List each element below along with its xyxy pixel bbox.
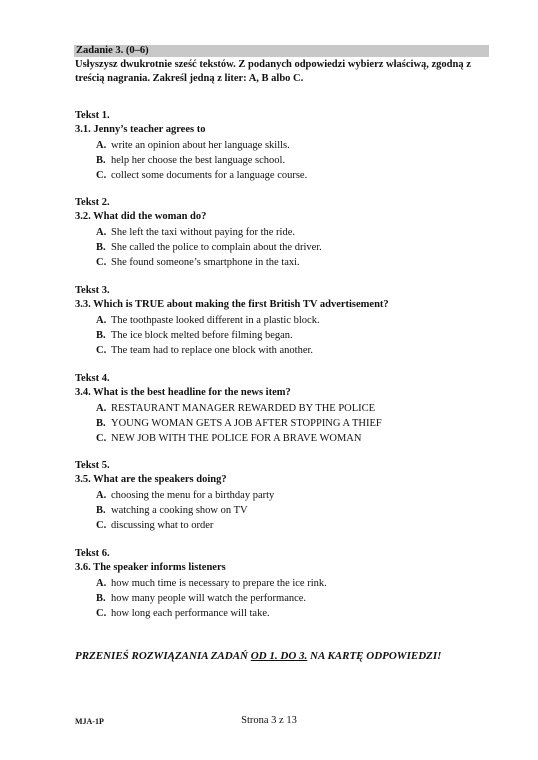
option-text: discussing what to order [111,520,214,531]
question-section-4 [75,372,495,446]
option-text: collect some documents for a language course. [111,170,308,181]
text-label: Tekst 5. [75,460,110,471]
option-text: She called the police to complain about the driver. [111,242,322,253]
option-letter: A. [96,140,107,151]
task-instructions: Usłyszysz dwukrotnie sześć tekstów. Z podanych odpowiedzi wybierz właściwą, zgodną z treścią nagrania. Zakreśl jedną z liter: A, B albo C. [75,59,471,84]
transfer-answers-note [75,649,495,663]
option-text: how many people will watch the performance. [111,593,307,604]
text-label: Tekst 3. [75,285,110,296]
question-stem: 3.6. The speaker informs listeners [75,562,226,573]
option-text: The team had to replace one block with another. [111,345,314,356]
question-section-2 [75,196,495,270]
option-letter: B. [96,505,106,516]
answer-option-c[interactable] [75,518,495,533]
answer-option-b[interactable] [75,328,495,343]
note-part-3: NA KARTĘ ODPOWIEDZI! [307,650,442,662]
option-letter: A. [96,403,107,414]
text-label: Tekst 2. [75,197,110,208]
option-text: RESTAURANT MANAGER REWARDED BY THE POLICE [111,403,376,414]
question-section-6 [75,547,495,621]
answer-option-b[interactable] [75,416,495,431]
option-text: help her choose the best language school. [111,155,286,166]
option-letter: A. [96,578,107,589]
question-stem: 3.1. Jenny’s teacher agrees to [75,124,206,135]
page-number: Strona 3 z 13 [241,715,297,726]
option-text: watching a cooking show on TV [111,505,248,516]
option-letter: B. [96,330,106,341]
question-stem: 3.3. Which is TRUE about making the first British TV advertisement? [75,299,389,310]
answer-option-a[interactable] [75,401,495,416]
question-stem: 3.2. What did the woman do? [75,211,207,222]
answer-option-b[interactable] [75,503,495,518]
task-header: Zadanie 3. (0–6) [74,45,489,57]
option-letter: A. [96,315,107,326]
question-section-3 [75,284,495,358]
option-letter: C. [96,257,107,268]
option-text: She left the taxi without paying for the ride. [111,227,295,238]
option-text: NEW JOB WITH THE POLICE FOR A BRAVE WOMAN [111,433,362,444]
answer-option-c[interactable] [75,168,495,183]
answer-option-a[interactable] [75,138,495,153]
option-text: She found someone’s smartphone in the taxi. [111,257,300,268]
question-stem: 3.5. What are the speakers doing? [75,474,227,485]
note-part-1: PRZENIEŚ ROZWIĄZANIA ZADAŃ [75,650,251,662]
answer-option-b[interactable] [75,153,495,168]
answer-option-a[interactable] [75,225,495,240]
option-letter: C. [96,608,107,619]
answer-option-a[interactable] [75,488,495,503]
option-letter: C. [96,345,107,356]
answer-option-a[interactable] [75,576,495,591]
option-letter: B. [96,155,106,166]
answer-option-c[interactable] [75,343,495,358]
option-text: write an opinion about her language skills. [111,140,290,151]
answer-option-a[interactable] [75,313,495,328]
option-text: The ice block melted before filming began. [111,330,293,341]
text-label: Tekst 6. [75,548,110,559]
answer-option-b[interactable] [75,240,495,255]
option-text: The toothpaste looked different in a plastic block. [111,315,320,326]
answer-option-c[interactable] [75,606,495,621]
question-section-5 [75,459,495,533]
question-section-1 [75,109,495,183]
option-text: choosing the menu for a birthday party [111,490,275,501]
option-letter: C. [96,520,107,531]
option-letter: B. [96,593,106,604]
answer-option-b[interactable] [75,591,495,606]
option-letter: C. [96,433,107,444]
option-letter: B. [96,418,106,429]
answer-option-c[interactable] [75,255,495,270]
option-text: how much time is necessary to prepare the ice rink. [111,578,327,589]
text-label: Tekst 4. [75,373,110,384]
option-text: how long each performance will take. [111,608,270,619]
option-letter: B. [96,242,106,253]
exam-code: MJA-1P [75,717,104,726]
option-letter: A. [96,227,107,238]
option-text: YOUNG WOMAN GETS A JOB AFTER STOPPING A THIEF [111,418,382,429]
answer-option-c[interactable] [75,431,495,446]
text-label: Tekst 1. [75,110,110,121]
option-letter: A. [96,490,107,501]
question-stem: 3.4. What is the best headline for the news item? [75,387,291,398]
option-letter: C. [96,170,107,181]
note-range: OD 1. DO 3. [250,650,308,662]
